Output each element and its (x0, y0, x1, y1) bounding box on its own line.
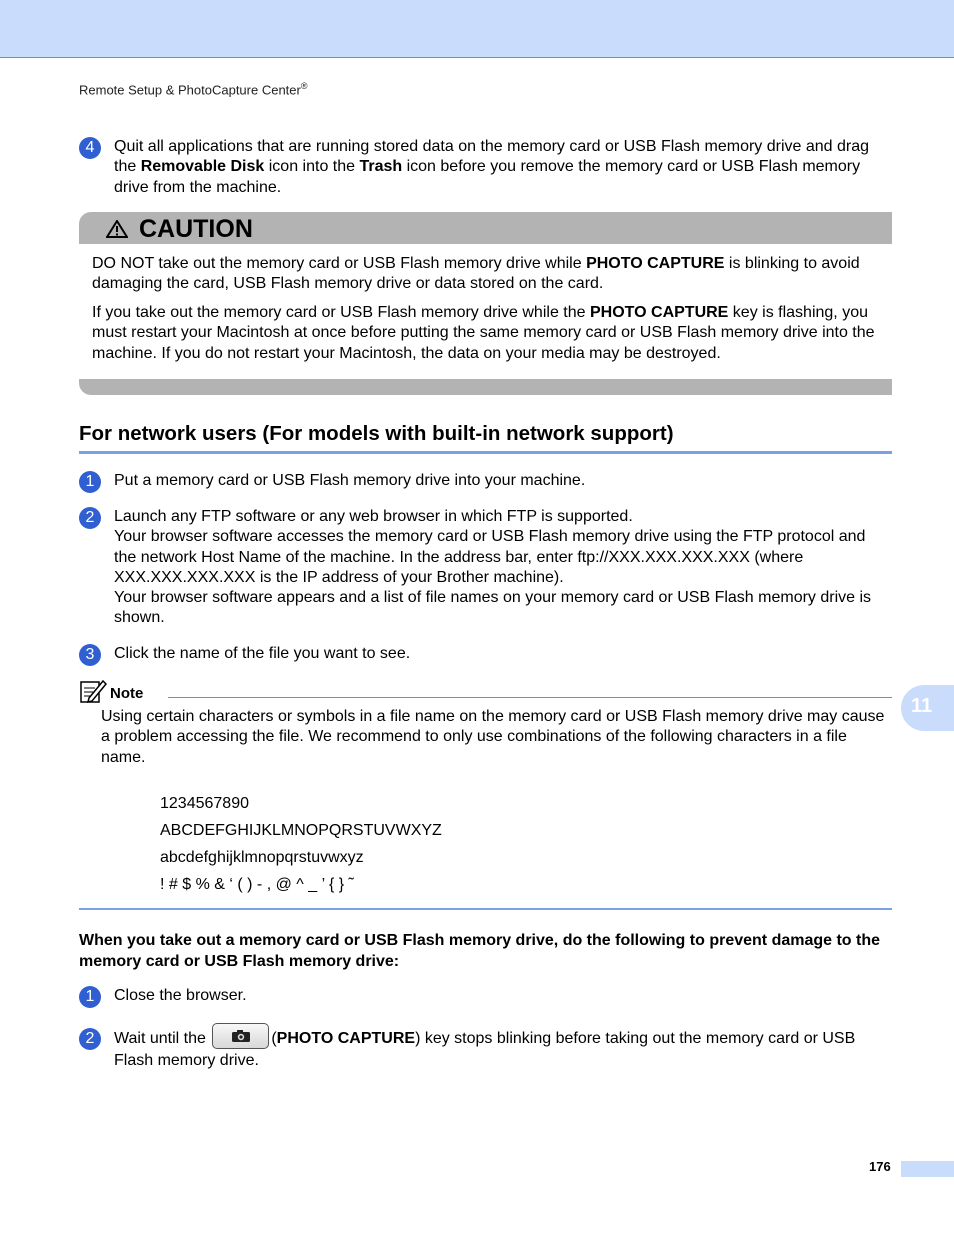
running-header-title: Remote Setup & PhotoCapture Center (79, 82, 301, 98)
step-number-badge: 2 (79, 507, 101, 529)
section-divider (79, 451, 892, 454)
step-text: Launch any FTP software or any web browser in which FTP is supported. (114, 508, 633, 525)
network-step-2 (79, 507, 891, 629)
photo-capture-key-image (212, 1023, 269, 1049)
caution-paragraph-1: DO NOT take out the memory card or USB Flash memory drive while PHOTO CAPTURE is blinking to avoid damaging the card, USB Flash memory drive or data stored on the card. (92, 255, 860, 293)
step-number-badge: 1 (79, 986, 101, 1008)
note-bottom-divider (79, 908, 892, 910)
caution-paragraph-2: If you take out the memory card or USB Flash memory drive while the PHOTO CAPTURE key is flashing, you must restart your Macintosh at once before putting the same memory card or USB Flash memory drive into the machine. If you do not restart your Macintosh, the data on your media may be destroyed. (92, 304, 875, 362)
top-header-band (0, 0, 954, 58)
chapter-tab (901, 685, 954, 731)
warning-triangle-icon (106, 220, 128, 238)
step-number-badge: 3 (79, 644, 101, 666)
caution-title: CAUTION (139, 215, 253, 243)
removal-step-1 (79, 986, 891, 1006)
network-step-3 (79, 644, 891, 664)
note-label: Note (110, 685, 144, 702)
allowed-lowercase: abcdefghijklmnopqrstuvwxyz (160, 849, 364, 866)
step-text: Your browser software appears and a list of file names on your memory card or USB Flash memory drive is shown. (114, 589, 872, 627)
caution-header-bar (79, 212, 892, 244)
removal-step-2 (79, 1028, 891, 1072)
step-number-badge: 1 (79, 471, 101, 493)
step-text: Close the browser. (114, 987, 247, 1004)
step-text: Put a memory card or USB Flash memory drive into your machine. (114, 472, 586, 489)
allowed-symbols: ! # $ % & ‘ ( ) - , @ ^ _ ’ { } ˜ (160, 876, 354, 893)
chapter-number: 11 (911, 695, 933, 717)
removal-intro: When you take out a memory card or USB Flash memory drive, do the following to prevent damage to the memory card or USB Flash memory drive: (79, 932, 881, 970)
running-header (79, 81, 308, 97)
camera-icon (231, 1029, 251, 1043)
step-4-text: Quit all applications that are running stored data on the memory card or USB Flash memory drive and drag the Removable Disk icon into the Trash icon before you remove the memory card or USB Flash memory drive from the machine. (114, 138, 870, 196)
page-number: 176 (869, 1159, 891, 1174)
step-number-badge: 4 (79, 137, 101, 159)
page-footer-bar (901, 1161, 954, 1177)
network-step-1 (79, 471, 891, 491)
allowed-uppercase: ABCDEFGHIJKLMNOPQRSTUVWXYZ (160, 822, 442, 839)
note-text: Using certain characters or symbols in a file name on the memory card or USB Flash memory drive may cause a problem accessing the file. We recommend to only use combinations of the following characters in a file name. (101, 708, 885, 766)
note-divider (168, 697, 892, 698)
step-text: Click the name of the file you want to see. (114, 645, 411, 662)
step-4 (79, 137, 891, 198)
note-pencil-icon (79, 678, 107, 704)
allowed-digits: 1234567890 (160, 795, 249, 812)
section-heading: For network users (For models with built-in network support) (79, 422, 674, 445)
caution-footer-bar (79, 379, 892, 395)
step-text: Your browser software accesses the memory card or USB Flash memory drive using the FTP protocol and the network Host Name of the machine. In the address bar, enter ftp://XXX.XXX.XXX.XXX (where XXX.XXX.XXX.XXX is the IP address of your Brother machine). (114, 528, 866, 586)
registered-mark: ® (300, 81, 308, 91)
step-number-badge: 2 (79, 1028, 101, 1050)
trash-term: Trash (359, 158, 403, 176)
step-text: Wait until the (PHOTO CAPTURE) key stops blinking before taking out the memory card or USB Flash memory drive. (114, 1028, 891, 1072)
removable-disk-term: Removable Disk (140, 158, 265, 176)
